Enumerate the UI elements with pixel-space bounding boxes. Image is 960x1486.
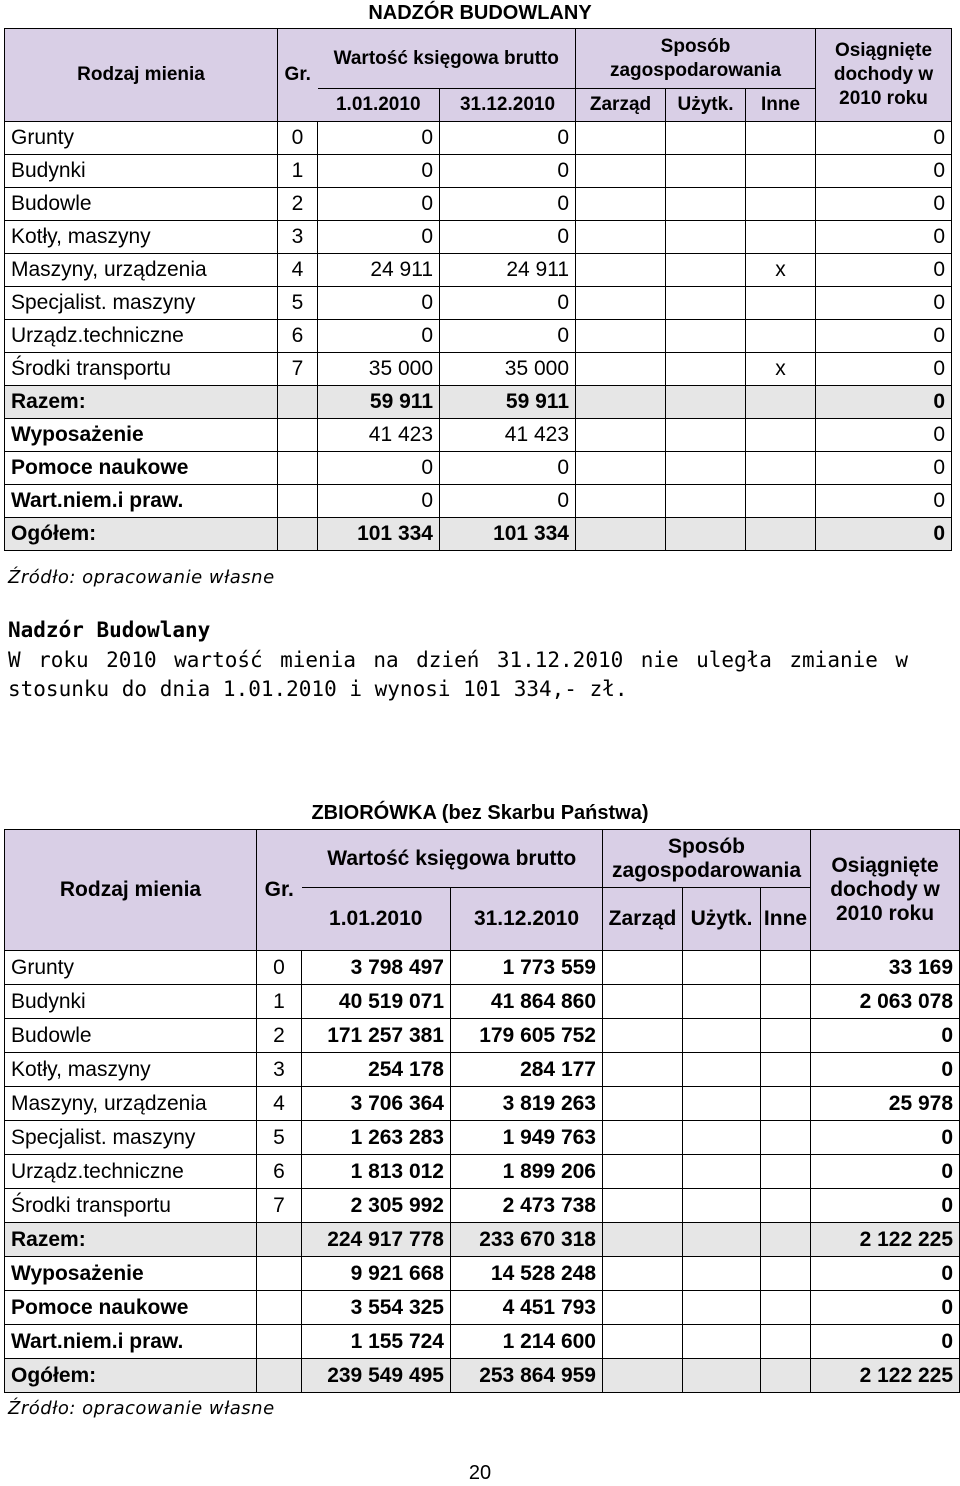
table-row: [5, 452, 952, 485]
table-row: [5, 485, 952, 518]
row-name: Budowle: [5, 1019, 257, 1053]
row-zarzad: [603, 1053, 683, 1087]
row-zarzad: [603, 1291, 683, 1325]
table1-header-d2: 31.12.2010: [440, 89, 576, 122]
row-value-start: 1 263 283: [302, 1121, 451, 1155]
row-income: 0: [811, 1291, 960, 1325]
row-gr: 1: [257, 985, 302, 1019]
row-value-start: 40 519 071: [302, 985, 451, 1019]
row-income: 0: [816, 485, 952, 518]
table2-title: ZBIORÓWKA (bez Skarbu Państwa): [311, 802, 649, 824]
row-name: Wyposażenie: [5, 1257, 257, 1291]
row-value-end: 4 451 793: [451, 1291, 603, 1325]
table-row: [5, 221, 952, 254]
row-uzytk: [666, 518, 746, 551]
section-heading: Nadzór Budowlany: [8, 618, 211, 642]
section-text: W roku 2010 wartość mienia na dzień 31.12.2010 nie uległa zmianie w stosunku do dnia 1.01.2010 i wynosi 101 334,- zł.: [8, 648, 908, 701]
table-row: [5, 1053, 960, 1087]
row-uzytk: [666, 188, 746, 221]
row-uzytk: [683, 1359, 761, 1393]
row-value-end: 3 819 263: [451, 1087, 603, 1121]
row-value-end: 0: [440, 452, 576, 485]
row-inne: [761, 1053, 811, 1087]
row-zarzad: [576, 485, 666, 518]
table-row: [5, 1189, 960, 1223]
row-income: 0: [816, 188, 952, 221]
row-income: 0: [816, 518, 952, 551]
row-zarzad: [576, 518, 666, 551]
row-name: Specjalist. maszyny: [5, 1121, 257, 1155]
row-uzytk: [683, 1087, 761, 1121]
row-zarzad: [603, 1257, 683, 1291]
row-value-end: 233 670 318: [451, 1223, 603, 1257]
row-uzytk: [683, 1053, 761, 1087]
row-zarzad: [576, 254, 666, 287]
row-zarzad: [603, 1155, 683, 1189]
row-value-start: 3 554 325: [302, 1291, 451, 1325]
row-value-start: 0: [318, 188, 440, 221]
table2-header-rodzaj: Rodzaj mienia: [5, 830, 257, 951]
table2-header-zarzad: Zarząd: [603, 888, 683, 951]
table-row: [5, 985, 960, 1019]
row-name: Budowle: [5, 188, 278, 221]
table1-title: NADZÓR BUDOWLANY: [368, 2, 592, 24]
row-value-start: 9 921 668: [302, 1257, 451, 1291]
row-name: Wart.niem.i praw.: [5, 485, 278, 518]
table-row: [5, 1087, 960, 1121]
row-gr: [278, 485, 318, 518]
row-value-end: 0: [440, 221, 576, 254]
row-zarzad: [576, 122, 666, 155]
row-income: 0: [811, 1019, 960, 1053]
row-uzytk: [683, 1189, 761, 1223]
table1-header-zarzad: Zarząd: [576, 89, 666, 122]
row-value-start: 24 911: [318, 254, 440, 287]
row-name: Ogółem:: [5, 518, 278, 551]
row-gr: [278, 386, 318, 419]
table2-header-gr: Gr.: [257, 830, 302, 951]
row-value-end: 0: [440, 155, 576, 188]
row-zarzad: [576, 287, 666, 320]
row-inne: [746, 320, 816, 353]
row-zarzad: [576, 419, 666, 452]
table2-header-wartosc: Wartość księgowa brutto: [302, 830, 603, 888]
row-value-end: 284 177: [451, 1053, 603, 1087]
row-uzytk: [683, 1155, 761, 1189]
row-value-start: 0: [318, 320, 440, 353]
row-zarzad: [603, 985, 683, 1019]
row-value-end: 1 214 600: [451, 1325, 603, 1359]
row-uzytk: [666, 254, 746, 287]
table2-header-sposob: Sposób zagospodarowania: [603, 830, 811, 888]
row-value-start: 59 911: [318, 386, 440, 419]
row-value-end: 35 000: [440, 353, 576, 386]
row-name: Środki transportu: [5, 353, 278, 386]
row-zarzad: [603, 1019, 683, 1053]
row-income: 0: [811, 1155, 960, 1189]
row-value-start: 1 155 724: [302, 1325, 451, 1359]
row-income: 0: [816, 353, 952, 386]
row-gr: [257, 1291, 302, 1325]
row-gr: 3: [257, 1053, 302, 1087]
row-uzytk: [683, 985, 761, 1019]
row-value-end: 24 911: [440, 254, 576, 287]
table-row-razem: [5, 386, 952, 419]
row-value-start: 3 798 497: [302, 951, 451, 985]
row-uzytk: [666, 353, 746, 386]
row-inne: [761, 1087, 811, 1121]
row-value-start: 171 257 381: [302, 1019, 451, 1053]
row-gr: 6: [278, 320, 318, 353]
row-gr: 1: [278, 155, 318, 188]
row-inne: [746, 485, 816, 518]
row-income: 0: [816, 155, 952, 188]
row-zarzad: [603, 1325, 683, 1359]
row-value-start: 3 706 364: [302, 1087, 451, 1121]
table2-header-d2: 31.12.2010: [451, 888, 603, 951]
row-name: Ogółem:: [5, 1359, 257, 1393]
table2-header-inne: Inne: [761, 888, 811, 951]
row-inne: [746, 386, 816, 419]
row-gr: 0: [278, 122, 318, 155]
row-name: Grunty: [5, 951, 257, 985]
row-zarzad: [576, 155, 666, 188]
row-name: Wyposażenie: [5, 419, 278, 452]
row-value-end: 0: [440, 320, 576, 353]
row-income: 0: [816, 320, 952, 353]
row-zarzad: [576, 188, 666, 221]
table1-header-d1: 1.01.2010: [318, 89, 440, 122]
table-row: [5, 1155, 960, 1189]
row-name: Budynki: [5, 985, 257, 1019]
row-zarzad: [576, 320, 666, 353]
row-value-end: 2 473 738: [451, 1189, 603, 1223]
row-value-end: 0: [440, 287, 576, 320]
row-inne: [761, 1359, 811, 1393]
row-uzytk: [666, 122, 746, 155]
row-value-end: 14 528 248: [451, 1257, 603, 1291]
row-name: Kotły, maszyny: [5, 1053, 257, 1087]
row-uzytk: [683, 1257, 761, 1291]
table-row-razem: [5, 1223, 960, 1257]
table-row: [5, 122, 952, 155]
table2-header-uzytk: Użytk.: [683, 888, 761, 951]
row-gr: 5: [278, 287, 318, 320]
row-gr: [257, 1325, 302, 1359]
row-gr: 7: [278, 353, 318, 386]
row-income: 0: [816, 452, 952, 485]
table-row: [5, 1121, 960, 1155]
table-row: [5, 419, 952, 452]
table1-header-gr: Gr.: [278, 29, 318, 122]
row-inne: [746, 452, 816, 485]
row-inne: [746, 188, 816, 221]
row-value-start: 101 334: [318, 518, 440, 551]
row-value-end: 0: [440, 122, 576, 155]
table-row: [5, 188, 952, 221]
row-zarzad: [603, 1121, 683, 1155]
row-inne: x: [746, 353, 816, 386]
table-row-ogolem: [5, 1359, 960, 1393]
table-row: [5, 287, 952, 320]
row-income: 0: [816, 287, 952, 320]
table-row: [5, 1019, 960, 1053]
row-name: Maszyny, urządzenia: [5, 254, 278, 287]
table-row: [5, 1257, 960, 1291]
row-uzytk: [683, 1019, 761, 1053]
row-value-start: 35 000: [318, 353, 440, 386]
row-income: 0: [811, 1325, 960, 1359]
row-income: 0: [811, 1189, 960, 1223]
row-name: Urządz.techniczne: [5, 320, 278, 353]
row-inne: [746, 419, 816, 452]
row-inne: [761, 1257, 811, 1291]
row-inne: [746, 518, 816, 551]
row-income: 0: [816, 122, 952, 155]
row-inne: [746, 155, 816, 188]
table1-header-inne: Inne: [746, 89, 816, 122]
row-income: 25 978: [811, 1087, 960, 1121]
row-inne: [761, 985, 811, 1019]
table1-header-osiagniete: Osiągnięte dochody w 2010 roku: [816, 29, 952, 122]
row-zarzad: [576, 452, 666, 485]
row-value-start: 224 917 778: [302, 1223, 451, 1257]
row-gr: [278, 419, 318, 452]
row-uzytk: [666, 485, 746, 518]
row-name: Kotły, maszyny: [5, 221, 278, 254]
row-gr: 5: [257, 1121, 302, 1155]
table-row: [5, 951, 960, 985]
row-income: 0: [816, 386, 952, 419]
row-inne: [746, 122, 816, 155]
row-inne: [761, 1019, 811, 1053]
table-row: [5, 1325, 960, 1359]
row-value-end: 179 605 752: [451, 1019, 603, 1053]
row-inne: [761, 1189, 811, 1223]
row-value-end: 41 423: [440, 419, 576, 452]
row-income: 2 063 078: [811, 985, 960, 1019]
row-value-end: 101 334: [440, 518, 576, 551]
table-row: [5, 1291, 960, 1325]
row-income: 0: [816, 419, 952, 452]
row-gr: [257, 1257, 302, 1291]
row-value-end: 0: [440, 188, 576, 221]
table-row: [5, 320, 952, 353]
row-inne: [761, 1121, 811, 1155]
row-value-start: 0: [318, 287, 440, 320]
row-value-end: 1 773 559: [451, 951, 603, 985]
row-value-end: 1 899 206: [451, 1155, 603, 1189]
row-name: Urządz.techniczne: [5, 1155, 257, 1189]
table-row: [5, 353, 952, 386]
row-income: 0: [811, 1121, 960, 1155]
row-value-end: 41 864 860: [451, 985, 603, 1019]
row-gr: [278, 518, 318, 551]
table1-header-rodzaj: Rodzaj mienia: [5, 29, 278, 122]
row-gr: 3: [278, 221, 318, 254]
table1-source: Źródło: opracowanie własne: [8, 567, 275, 588]
row-gr: [257, 1359, 302, 1393]
row-name: Razem:: [5, 1223, 257, 1257]
row-uzytk: [666, 221, 746, 254]
row-inne: [761, 1325, 811, 1359]
row-uzytk: [666, 452, 746, 485]
row-uzytk: [666, 419, 746, 452]
row-name: Specjalist. maszyny: [5, 287, 278, 320]
row-value-start: 239 549 495: [302, 1359, 451, 1393]
row-name: Grunty: [5, 122, 278, 155]
row-name: Budynki: [5, 155, 278, 188]
row-inne: [761, 1291, 811, 1325]
row-value-start: 1 813 012: [302, 1155, 451, 1189]
table-row: [5, 254, 952, 287]
row-uzytk: [683, 1223, 761, 1257]
row-gr: [257, 1223, 302, 1257]
row-uzytk: [666, 287, 746, 320]
row-inne: [761, 951, 811, 985]
row-uzytk: [683, 1121, 761, 1155]
row-value-start: 254 178: [302, 1053, 451, 1087]
table-row-ogolem: [5, 518, 952, 551]
row-gr: [278, 452, 318, 485]
row-gr: 0: [257, 951, 302, 985]
row-value-end: 1 949 763: [451, 1121, 603, 1155]
row-zarzad: [576, 221, 666, 254]
row-inne: x: [746, 254, 816, 287]
row-uzytk: [666, 155, 746, 188]
row-name: Środki transportu: [5, 1189, 257, 1223]
row-name: Wart.niem.i praw.: [5, 1325, 257, 1359]
page-number: 20: [468, 1462, 492, 1484]
row-inne: [761, 1223, 811, 1257]
row-value-start: 0: [318, 122, 440, 155]
row-uzytk: [683, 951, 761, 985]
row-zarzad: [603, 951, 683, 985]
row-name: Pomoce naukowe: [5, 1291, 257, 1325]
row-gr: 4: [278, 254, 318, 287]
row-name: Pomoce naukowe: [5, 452, 278, 485]
table1: [4, 28, 952, 551]
table1-header-wartosc: Wartość księgowa brutto: [318, 29, 576, 89]
row-value-start: 0: [318, 155, 440, 188]
table2-header-d1: 1.01.2010: [302, 888, 451, 951]
row-gr: 7: [257, 1189, 302, 1223]
row-zarzad: [576, 386, 666, 419]
row-zarzad: [603, 1189, 683, 1223]
row-gr: 6: [257, 1155, 302, 1189]
row-uzytk: [666, 320, 746, 353]
row-gr: 2: [278, 188, 318, 221]
row-value-start: 0: [318, 485, 440, 518]
row-inne: [761, 1155, 811, 1189]
row-gr: 2: [257, 1019, 302, 1053]
table1-header-uzytk: Użytk.: [666, 89, 746, 122]
table2: [4, 829, 960, 1393]
row-income: 0: [816, 254, 952, 287]
row-value-end: 253 864 959: [451, 1359, 603, 1393]
row-name: Razem:: [5, 386, 278, 419]
row-inne: [746, 287, 816, 320]
row-uzytk: [683, 1291, 761, 1325]
row-income: 33 169: [811, 951, 960, 985]
row-uzytk: [666, 386, 746, 419]
row-income: 2 122 225: [811, 1223, 960, 1257]
row-inne: [746, 221, 816, 254]
row-zarzad: [603, 1087, 683, 1121]
table2-header-osiagniete: Osiągnięte dochody w 2010 roku: [811, 830, 960, 951]
row-name: Maszyny, urządzenia: [5, 1087, 257, 1121]
table2-source: Źródło: opracowanie własne: [8, 1398, 275, 1419]
row-uzytk: [683, 1325, 761, 1359]
row-income: 2 122 225: [811, 1359, 960, 1393]
row-zarzad: [603, 1223, 683, 1257]
row-zarzad: [576, 353, 666, 386]
row-value-start: 41 423: [318, 419, 440, 452]
table1-header-sposob: Sposób zagospodarowania: [576, 29, 816, 89]
row-value-end: 0: [440, 485, 576, 518]
table-row: [5, 155, 952, 188]
row-value-start: 0: [318, 221, 440, 254]
row-income: 0: [816, 221, 952, 254]
row-value-start: 0: [318, 452, 440, 485]
row-value-end: 59 911: [440, 386, 576, 419]
row-income: 0: [811, 1053, 960, 1087]
row-value-start: 2 305 992: [302, 1189, 451, 1223]
row-gr: 4: [257, 1087, 302, 1121]
row-income: 0: [811, 1257, 960, 1291]
row-zarzad: [603, 1359, 683, 1393]
